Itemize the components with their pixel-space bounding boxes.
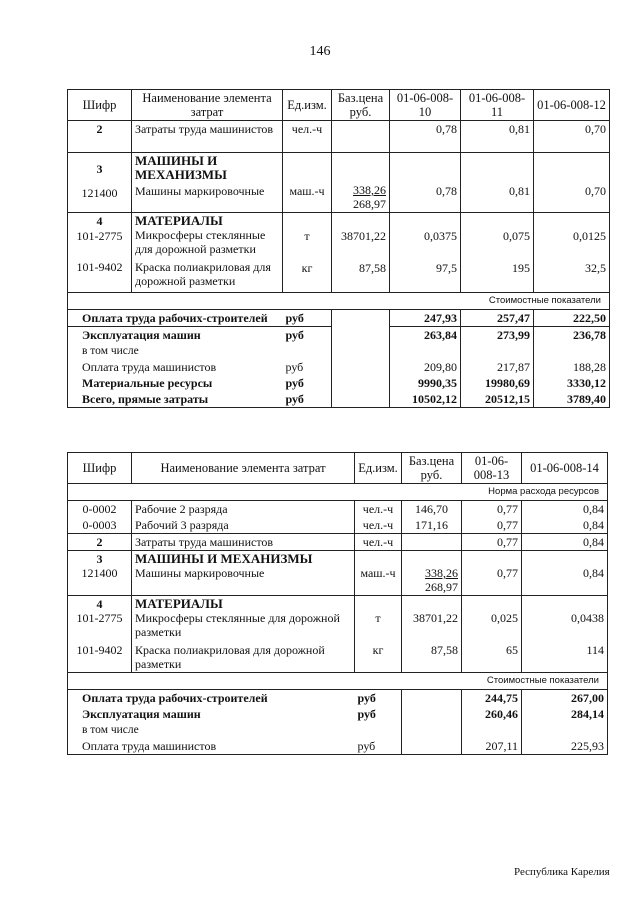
col-header-unit: Ед.изм. xyxy=(283,90,332,121)
section-row: 3 121400 МАШИНЫ И МЕХАНИЗМЫ Машины маркировочные маш.-ч 338,26 268,97 0,77 0,84 xyxy=(68,551,608,596)
subheader-row: Стоимостные показатели xyxy=(68,673,608,690)
resource-table-2 xyxy=(67,452,608,755)
col-header-unit: Ед.изм. xyxy=(355,453,402,484)
col-header-14: 01-06-008-14 xyxy=(522,453,608,484)
col-header-name: Наименование элемента затрат xyxy=(132,90,283,121)
table-header-row xyxy=(68,90,610,121)
cost-row: Материальные ресурсы руб 9990,35 19980,69 3330,12 xyxy=(68,375,610,391)
resource-table-1 xyxy=(67,89,610,408)
subheader-row: Норма расхода ресурсов xyxy=(68,484,608,501)
table-row: 0-0003 Рабочий 3 разряда чел.-ч 171,16 0,77 0,84 xyxy=(68,517,608,534)
table-header-row xyxy=(68,453,608,484)
page-footer: Республика Карелия xyxy=(514,866,610,878)
cost-row: Оплата труда рабочих-строителей руб 247,93 257,47 222,50 xyxy=(68,310,610,327)
subheader-row: Стоимостные показатели xyxy=(68,293,610,310)
section-row: 3 121400 МАШИНЫ И МЕХАНИЗМЫ Машины маркировочные маш.-ч 338,26 268,97 0,78 0,81 0,70 xyxy=(68,153,610,213)
cost-row: Эксплуатация машин руб 260,46 284,14 xyxy=(68,706,608,722)
table-row: 2 Затраты труда машинистов чел.-ч 0,78 0,81 0,70 xyxy=(68,121,610,153)
col-header-price: Баз.цена руб. xyxy=(402,453,462,484)
col-header-12: 01-06-008-12 xyxy=(534,90,610,121)
col-header-11: 01-06-008-11 xyxy=(461,90,534,121)
col-header-price: Баз.цена руб. xyxy=(332,90,390,121)
col-header-10: 01-06-008-10 xyxy=(390,90,461,121)
col-header-code: Шифр xyxy=(68,453,132,484)
col-header-name: Наименование элемента затрат xyxy=(132,453,355,484)
page-number: 146 xyxy=(309,44,331,59)
col-header-code: Шифр xyxy=(68,90,132,121)
cost-row: в том числе xyxy=(68,343,610,359)
cost-row: Оплата труда машинистов руб 207,11 225,93 xyxy=(68,738,608,755)
col-header-13: 01-06-008-13 xyxy=(462,453,522,484)
table-row: 0-0002 Рабочие 2 разряда чел.-ч 146,70 0,77 0,84 xyxy=(68,501,608,518)
cost-row: Эксплуатация машин руб 263,84 273,99 236,78 xyxy=(68,327,610,344)
section-row: 4 101-2775 101-9402 МАТЕРИАЛЫ Микросферы стеклянные для дорожной разметки Краска полиакриловая для дорожной разметки т кг 38701,22 87,58 0,0375 97,5 0,075 195 0,0125 32,5 xyxy=(68,213,610,293)
section-row: 4 101-2775 101-9402 МАТЕРИАЛЫ Микросферы стеклянные для дорожной разметки Краска полиакриловая для дорожной разметки т кг 38701,22 87,58 0,025 65 0,0438 114 xyxy=(68,596,608,673)
cost-row: Оплата труда машинистов руб 209,80 217,87 188,28 xyxy=(68,359,610,375)
cost-row: в том числе xyxy=(68,722,608,738)
cost-row-total: Всего, прямые затраты руб 10502,12 20512,15 3789,40 xyxy=(68,391,610,408)
cost-row: Оплата труда рабочих-строителей руб 244,75 267,00 xyxy=(68,690,608,707)
table-row: 2 Затраты труда машинистов чел.-ч 0,77 0,84 xyxy=(68,534,608,551)
